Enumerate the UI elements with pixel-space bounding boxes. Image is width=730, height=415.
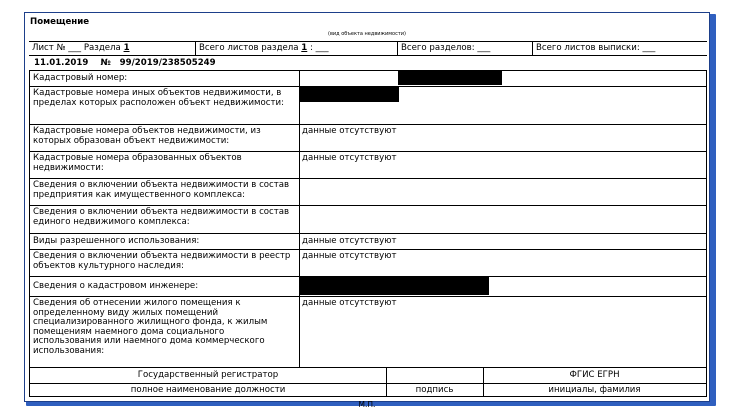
redacted-engineer-info bbox=[299, 277, 489, 295]
table-row bbox=[30, 297, 706, 367]
number-label: № bbox=[100, 58, 111, 68]
row-label: Сведения о включении объекта недвижимости в состав единого недвижимого комплекса: bbox=[33, 207, 290, 227]
row-label: Кадастровые номера объектов недвижимости, из которых образован объект недвижимости: bbox=[33, 126, 261, 146]
row-label: Кадастровый номер: bbox=[33, 73, 128, 83]
object-type-title: Помещение bbox=[30, 17, 90, 27]
row-label: Кадастровые номера образованных объектов недвижимости: bbox=[33, 153, 242, 173]
section-label: Раздела bbox=[83, 43, 121, 53]
row-label: Сведения о включении объекта недвижимости в состав предприятия как имущественного комплекса: bbox=[33, 180, 290, 200]
extract-date: 11.01.2019 bbox=[34, 58, 89, 68]
object-type-subtitle: (вид объекта недвижимости) bbox=[328, 31, 406, 37]
row-value: данные отсутствуют bbox=[302, 153, 397, 163]
redacted-parent-objects bbox=[299, 86, 399, 102]
total-sheets-extract: Всего листов выписки: ___ bbox=[536, 43, 656, 53]
total-sheets-section-tail: : ___ bbox=[310, 43, 329, 53]
signature-caption: подпись bbox=[415, 385, 454, 395]
divider bbox=[397, 42, 398, 56]
total-sheets-section-label: Всего листов раздела bbox=[199, 43, 299, 53]
row-label: Сведения об отнесении жилого помещения к определенному виду жилых помещений специализированного жилищного фонда, к жилым помещениям наемного дома социального использования или наемного дома коммерческого использования: bbox=[33, 298, 268, 356]
row-label: Кадастровые номера иных объектов недвижимости, в пределах которых расположен объект недвижимости: bbox=[33, 88, 285, 108]
table-row bbox=[30, 125, 706, 152]
sheet-number-value: ___ bbox=[68, 43, 82, 53]
total-sheets-section bbox=[199, 44, 329, 54]
table-row bbox=[30, 71, 706, 87]
extract-page bbox=[24, 12, 710, 409]
row-value: данные отсутствуют bbox=[302, 126, 397, 136]
table-row bbox=[30, 206, 706, 234]
total-sections: Всего разделов: ___ bbox=[401, 43, 491, 53]
row-label: Сведения о кадастровом инженере: bbox=[33, 281, 199, 291]
table-row bbox=[30, 250, 706, 277]
sheet-number-label: Лист № bbox=[32, 43, 66, 53]
table-row bbox=[30, 152, 706, 179]
position-caption: полное наименование должности bbox=[130, 385, 286, 395]
section-value: 1 bbox=[123, 43, 130, 53]
total-sheets-section-value: 1 bbox=[301, 43, 308, 53]
row-label: Сведения о включении объекта недвижимости в реестр объектов культурного наследия: bbox=[33, 251, 291, 271]
row-label: Виды разрешенного использования: bbox=[33, 236, 200, 246]
extract-number: 99/2019/238505249 bbox=[119, 58, 216, 68]
row-value: данные отсутствуют bbox=[302, 298, 397, 308]
stamp-place: М.П. bbox=[358, 400, 376, 409]
redacted-cadastral-number bbox=[398, 70, 502, 85]
table-row bbox=[30, 234, 706, 250]
initials-caption: инициалы, фамилия bbox=[548, 385, 641, 395]
divider bbox=[532, 42, 533, 56]
info-table bbox=[29, 70, 707, 367]
sheet-number bbox=[32, 44, 130, 54]
date-number-row bbox=[34, 59, 216, 69]
row-value: данные отсутствуют bbox=[302, 236, 397, 246]
row-value: данные отсутствуют bbox=[302, 251, 397, 261]
signature-block bbox=[29, 367, 707, 397]
registrar-position: Государственный регистратор bbox=[137, 370, 279, 380]
divider bbox=[195, 42, 196, 56]
sheet-row bbox=[29, 41, 707, 56]
table-row bbox=[30, 179, 706, 206]
registrar-system: ФГИС ЕГРН bbox=[569, 370, 620, 380]
